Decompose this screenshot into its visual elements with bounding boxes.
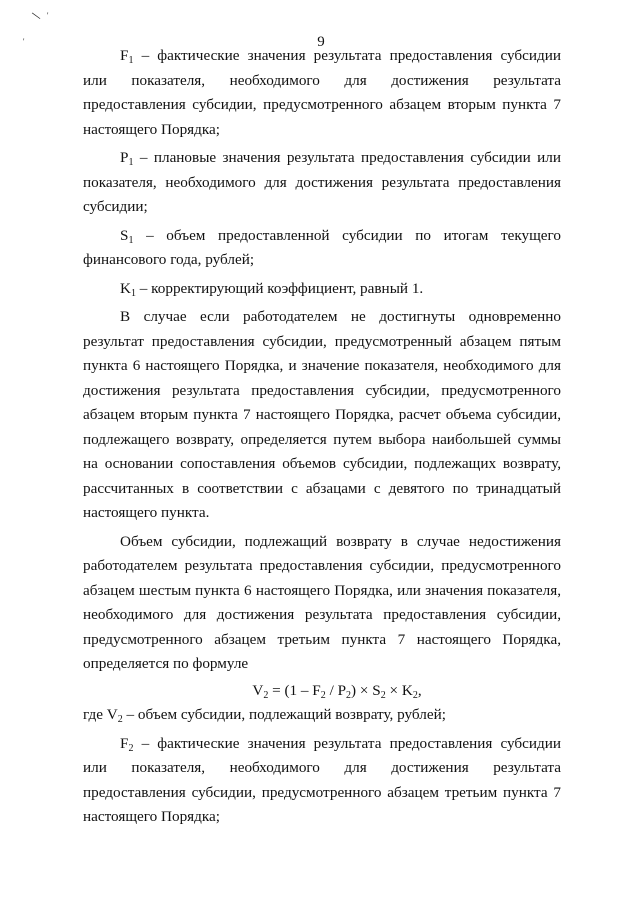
symbol: F bbox=[120, 47, 129, 64]
subscript: 2 bbox=[320, 689, 326, 701]
subscript: 1 bbox=[128, 55, 134, 66]
paragraph-f1 bbox=[83, 44, 561, 142]
formula-part: ) × S bbox=[351, 681, 381, 699]
subscript: 2 bbox=[263, 689, 269, 701]
subscript: 1 bbox=[130, 287, 136, 299]
paragraph-s1 bbox=[83, 224, 561, 273]
symbol: S bbox=[120, 226, 129, 244]
document-body bbox=[83, 44, 561, 830]
subscript: 1 bbox=[128, 234, 134, 246]
subscript: 2 bbox=[346, 689, 352, 701]
paragraph-volume-definition: Объем субсидии, подлежащий возврату в случае недостижения работодателем результата предоставления субсидии, предусмотренного абзацем шестым пункта 6 настоящего Порядка, или значения показателя, необходимого для достижения результата предоставления субсидии, предусмотренного абзацем третьим пункта 7 настоящего Порядка, определяется по формуле bbox=[83, 532, 561, 672]
subscript: 2 bbox=[412, 689, 418, 701]
definition-prefix: где V bbox=[83, 706, 118, 723]
paragraph-text: – плановые значения результата предоставления субсидии или показателя, необходимого для достижения результата предоставления субсидии; bbox=[83, 149, 561, 215]
definition-text: – фактические значения результата предоставления субсидии или показателя, необходимого для достижения результата предоставления субсидии, предусмотренного абзацем третьим пункта 7 настоящего Порядка; bbox=[83, 734, 561, 825]
symbol: P bbox=[120, 149, 129, 166]
definition-text: – объем субсидии, подлежащий возврату, рублей; bbox=[122, 706, 446, 723]
paragraph-text: – объем предоставленной субсидии по итогам текущего финансового года, рублей; bbox=[83, 226, 561, 268]
definition-prefix: F bbox=[120, 734, 129, 752]
formula-part: = (1 – F bbox=[268, 681, 321, 699]
subscript: 2 bbox=[380, 689, 386, 701]
paragraph-combined-condition: В случае если работодателем не достигнуты одновременно результат предоставления субсидии, предусмотренный абзацем пятым пункта 6 настоящего Порядка, и значение показателя, необходимого для достижения результата предоставления субсидии, предусмотренного абзацем вторым пункта 7 настоящего Порядка, расчет объема субсидии, подлежащего возврату, определяется путем выбора наибольшей суммы на основании сопоставления объемов субсидии, подлежащих возврату, рассчитанных в соответствии с абзацами с девятого по тринадцатый настоящего пункта. bbox=[83, 308, 561, 521]
scan-mark: \ bbox=[30, 9, 43, 24]
scan-mark: ' bbox=[47, 11, 49, 20]
definition-v2 bbox=[83, 703, 561, 728]
subscript: 2 bbox=[128, 742, 134, 754]
paragraph-text: – корректирующий коэффициент, равный 1. bbox=[135, 279, 424, 297]
subscript: 1 bbox=[128, 157, 134, 168]
formula-v2 bbox=[83, 679, 561, 704]
scan-mark: ' bbox=[23, 37, 25, 46]
subscript: 2 bbox=[117, 714, 123, 725]
formula-symbol: V bbox=[252, 681, 264, 699]
page-number: 9 bbox=[317, 34, 325, 50]
paragraph-k1 bbox=[83, 277, 561, 302]
paragraph-text: – фактические значения результата предоставления субсидии или показателя, необходимого для достижения результата предоставления субсидии, предусмотренного абзацем вторым пункта 7 настоящего Порядка; bbox=[83, 47, 561, 138]
definition-f2 bbox=[83, 732, 561, 830]
symbol: K bbox=[120, 279, 131, 297]
formula-part: × K bbox=[385, 681, 413, 699]
formula-part: , bbox=[417, 681, 422, 699]
formula-part: / P bbox=[325, 681, 347, 699]
paragraph-p1 bbox=[83, 146, 561, 220]
